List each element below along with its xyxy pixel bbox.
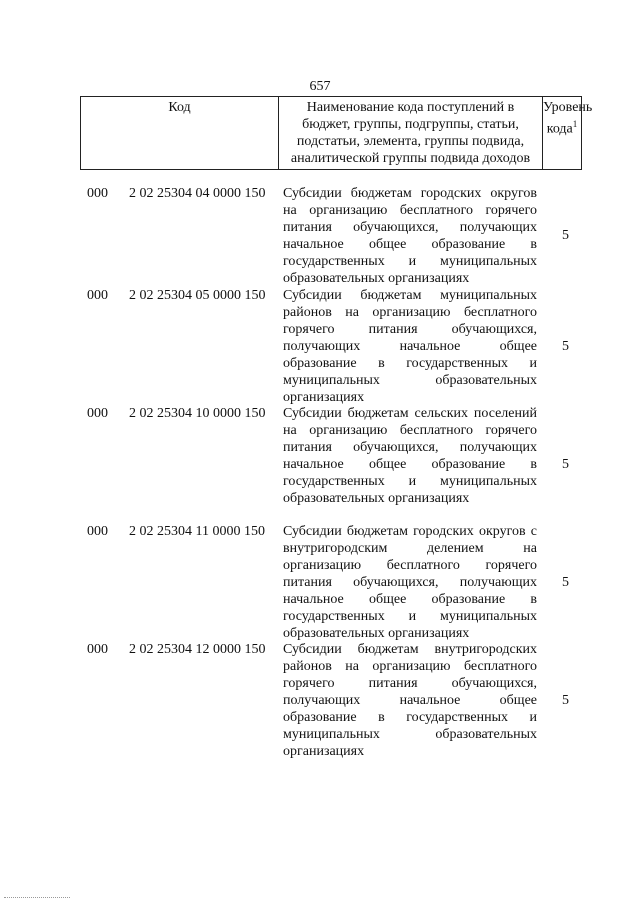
row-code: 2 02 25304 05 0000 150 [129, 288, 266, 303]
row-level: 5 [562, 457, 569, 472]
table-row [80, 641, 581, 759]
row-name: Субсидии бюджетам сельских поселений на организацию бесплатного горячего питания обучающихся, получающих начальное общее образование в государственных и муниципальных образовательных организациях [283, 406, 537, 506]
row-level: 5 [562, 228, 569, 243]
table-body [80, 185, 581, 759]
table-header [80, 96, 593, 170]
row-code: 2 02 25304 04 0000 150 [129, 186, 266, 201]
row-prefix: 000 [87, 524, 108, 539]
row-code: 2 02 25304 12 0000 150 [129, 642, 266, 657]
header-level: Уровень кода$^1$ [543, 97, 582, 170]
row-name: Субсидии бюджетам внутригородских районов на организацию бесплатного горячего питания обучающихся, получающих начальное общее образование в государственных и муниципальных образовательных организациях [283, 642, 537, 759]
row-prefix: 000 [87, 186, 108, 201]
row-level: 5 [562, 693, 569, 708]
row-code: 2 02 25304 10 0000 150 [129, 406, 266, 421]
row-name: Субсидии бюджетам городских округов на организацию бесплатного горячего питания обучающихся, получающих начальное общее образование в государственных и муниципальных образовательных организациях [283, 186, 537, 286]
footnote-mark: 1 [572, 119, 578, 129]
table-row [80, 405, 581, 523]
header-name: Наименование кода поступлений в бюджет, группы, подгруппы, статьи, подстатьи, элемента, группы подвида, аналитической группы подвида доходов [279, 97, 543, 170]
table-row [80, 523, 581, 641]
page-number: 657 [309, 79, 331, 94]
header-code: Код [81, 97, 279, 170]
row-level: 5 [562, 339, 569, 354]
row-level: 5 [562, 575, 569, 590]
table-row [80, 185, 581, 287]
row-name: Субсидии бюджетам городских округов с внутригородским делением на организацию бесплатного горячего питания обучающихся, получающих начальное общее образование в государственных и муниципальных образовательных организациях [283, 524, 537, 641]
table-row [80, 287, 581, 405]
row-code: 2 02 25304 11 0000 150 [129, 524, 265, 539]
row-prefix: 000 [87, 406, 108, 421]
row-name: Субсидии бюджетам муниципальных районов на организацию бесплатного горячего питания обучающихся, получающих начальное общее образование в государственных и муниципальных образовательных организациях [283, 288, 537, 405]
scan-edge-mark [4, 897, 70, 898]
row-prefix: 000 [87, 288, 108, 303]
row-prefix: 000 [87, 642, 108, 657]
